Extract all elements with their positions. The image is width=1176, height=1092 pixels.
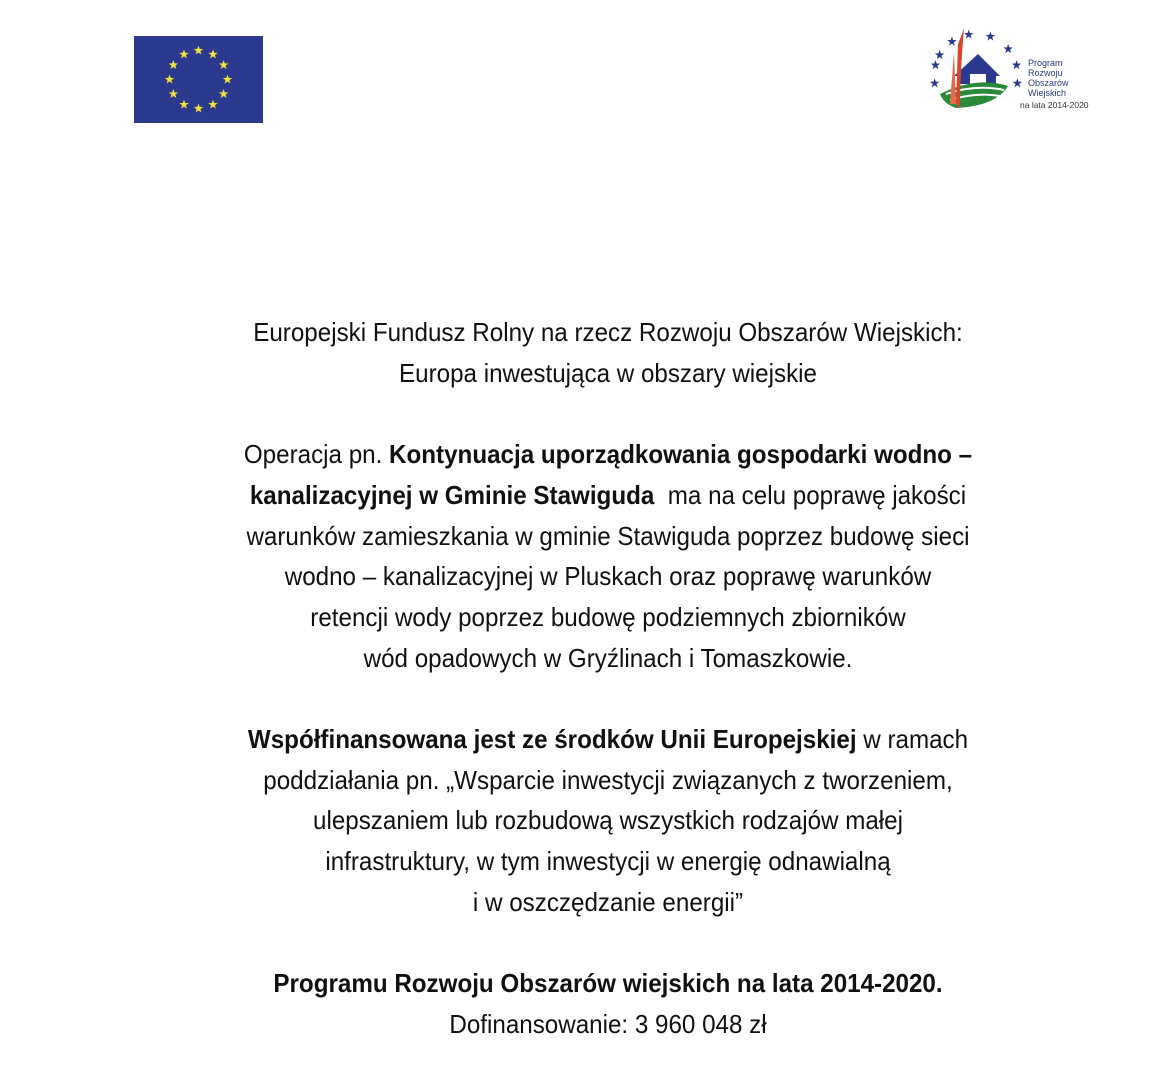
spacer	[136, 393, 1081, 434]
prow-star	[1013, 78, 1023, 87]
funding-amount: Dofinansowanie: 3 960 048 zł	[449, 1008, 767, 1039]
prow-star	[1012, 60, 1022, 69]
prow-star	[935, 50, 945, 59]
operation-line-5: retencji wody poprzez budowę podziemnych zbiorników	[310, 601, 906, 632]
operation-title-part-2: kanalizacyjnej w Gminie Stawiguda	[249, 479, 655, 510]
operation-title-part-1: Kontynuacja uporządkowania gospodarki wodno –	[389, 439, 973, 470]
prow-star	[947, 37, 957, 46]
spacer	[136, 678, 1081, 719]
heading-line-1: Europejski Fundusz Rolny na rzecz Rozwoju Obszarów Wiejskich:	[253, 317, 963, 347]
operation-line-1	[136, 434, 1081, 475]
eu-star	[194, 104, 204, 113]
prow-emblem-icon	[926, 24, 1026, 124]
eu-star	[179, 49, 189, 58]
eu-star	[169, 89, 179, 98]
eu-star	[194, 46, 204, 55]
spacer	[136, 923, 1081, 964]
prow-star	[931, 60, 941, 69]
prow-star	[1003, 44, 1013, 53]
eu-stars-icon	[134, 36, 263, 123]
eu-flag-logo	[134, 36, 263, 123]
financing-bold: Współfinansowana jest ze środków Unii Europejskiej	[247, 724, 857, 754]
operation-prefix: Operacja pn.	[243, 439, 390, 470]
prow-logo	[926, 24, 1089, 124]
eu-star	[223, 75, 233, 84]
prow-line-1: Program	[1028, 58, 1063, 68]
eu-star	[219, 89, 229, 98]
operation-line-6: wód opadowych w Gryźlinach i Tomaszkowie.	[363, 642, 853, 673]
operation-line-4: wodno – kanalizacyjnej w Pluskach oraz poprawę warunków	[284, 561, 932, 592]
eu-star	[179, 100, 189, 109]
financing-line-3: ulepszaniem lub rozbudową wszystkich rodzajów małej	[313, 805, 903, 836]
prow-years: na lata 2014-2020	[1020, 100, 1089, 110]
prow-star	[986, 32, 996, 41]
program-name-text: Programu Rozwoju Obszarów wiejskich na lata 2014-2020.	[273, 968, 943, 999]
eu-star	[208, 100, 218, 109]
eu-star	[219, 60, 229, 69]
program-name	[136, 963, 1081, 1004]
prow-line-2: Rozwoju	[1028, 68, 1063, 78]
prow-star	[964, 30, 974, 39]
financing-line-5: i w oszczędzanie energii”	[472, 886, 744, 917]
prow-star	[930, 78, 940, 87]
financing-line-2: poddziałania pn. „Wsparcie inwestycji związanych z tworzeniem,	[263, 764, 953, 795]
operation-line-3: warunków zamieszkania w gminie Stawiguda poprzez budowę sieci	[246, 520, 970, 551]
eu-star	[169, 60, 179, 69]
heading-line-2: Europa inwestująca w obszary wiejskie	[399, 357, 817, 388]
operation-line-2	[136, 475, 1081, 516]
operation-goal-start: ma na celu poprawę jakości	[654, 479, 967, 510]
document-body	[136, 312, 1081, 1045]
prow-logo-text	[1028, 58, 1088, 98]
eu-star	[165, 75, 175, 84]
financing-rest: w ramach	[856, 724, 969, 754]
eu-star	[208, 49, 218, 58]
financing-line-4: infrastruktury, w tym inwestycji w energię odnawialną	[325, 846, 891, 877]
prow-line-4: Wiejskich	[1028, 88, 1067, 98]
prow-line-3: Obszarów	[1028, 78, 1069, 88]
financing-line-1	[136, 719, 1081, 760]
